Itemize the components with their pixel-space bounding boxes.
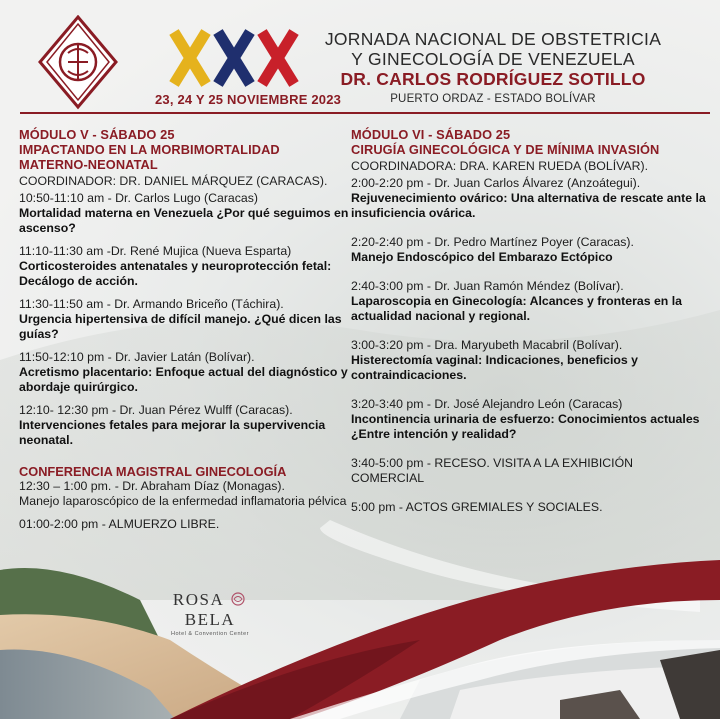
event-title-line1: JORNADA NACIONAL DE OBSTETRICIA <box>324 29 662 49</box>
event-title-line2: Y GINECOLOGÍA DE VENEZUELA <box>351 49 635 69</box>
session-item <box>19 350 349 395</box>
session-speaker: 11:30-11:50 am - Dr. Armando Briceño (Táchira). <box>19 297 284 311</box>
session-topic: Corticosteroides antenatales y neuroprotección fetal: Decálogo de acción. <box>19 259 332 288</box>
session-speaker: 11:10-11:30 am -Dr. René Mujica (Nueva Esparta) <box>19 244 292 258</box>
sponsor-name-right: BELA <box>184 610 236 629</box>
module-v-column <box>19 127 349 532</box>
session-item <box>19 297 349 342</box>
closing-acts-item: 5:00 pm - ACTOS GREMIALES Y SOCIALES. <box>351 500 603 514</box>
module-vi-column <box>351 127 709 515</box>
session-speaker: 3:20-3:40 pm - Dr. José Alejandro León (Caracas) <box>351 397 623 411</box>
session-topic: Intervenciones fetales para mejorar la supervivencia neonatal. <box>19 418 326 447</box>
sponsor-name <box>152 590 268 630</box>
session-topic: Histerectomía vaginal: Indicaciones, beneficios y contraindicaciones. <box>351 353 639 382</box>
session-topic: Incontinencia urinaria de esfuerzo: Conocimientos actuales ¿Entre intención y realidad? <box>351 412 700 441</box>
event-location: PUERTO ORDAZ - ESTADO BOLÍVAR <box>390 93 596 105</box>
society-logo-emblem <box>38 15 118 110</box>
session-topic: Mortalidad materna en Venezuela ¿Por qué seguimos en ascenso? <box>19 206 349 235</box>
module-v-subtitle-1: IMPACTANDO EN LA MORBIMORTALIDAD <box>19 142 280 157</box>
conference-title: CONFERENCIA MAGISTRAL GINECOLOGÍA <box>19 464 287 479</box>
session-speaker: 2:40-3:00 pm - Dr. Juan Ramón Méndez (Bolívar). <box>351 279 624 293</box>
session-item <box>351 235 709 265</box>
session-speaker: 2:20-2:40 pm - Dr. Pedro Martínez Poyer (Caracas). <box>351 235 634 249</box>
module-v-subtitle-2: MATERNO-NEONATAL <box>19 157 158 172</box>
header-divider <box>20 112 710 114</box>
session-speaker: 12:10- 12:30 pm - Dr. Juan Pérez Wulff (Caracas). <box>19 403 293 417</box>
session-item <box>19 244 349 289</box>
sponsor-logo-rosa-bela <box>152 590 268 637</box>
session-topic: Laparoscopia en Ginecología: Alcances y fronteras en la actualidad nacional y regional. <box>351 294 682 323</box>
conference-topic: Manejo laparoscópico de la enfermedad inflamatoria pélvica <box>19 494 347 508</box>
conference-speaker: 12:30 – 1:00 pm. - Dr. Abraham Díaz (Monagas). <box>19 479 285 493</box>
rose-icon <box>229 591 247 607</box>
session-item <box>351 397 709 442</box>
recess-item: 3:40-5:00 pm - RECESO. VISITA A LA EXHIBICIÓN COMERCIAL <box>351 456 634 485</box>
roman-numeral-xxx <box>168 28 300 88</box>
sponsor-name-left: ROSA <box>172 590 224 609</box>
session-item <box>19 191 349 236</box>
module-v-title: MÓDULO V - SÁBADO 25 <box>19 127 175 142</box>
lunch-break: 01:00-2:00 pm - ALMUERZO LIBRE. <box>19 517 220 531</box>
module-vi-coordinator: COORDINADORA: DRA. KAREN RUEDA (BOLÍVAR). <box>351 159 648 173</box>
session-speaker: 2:00-2:20 pm - Dr. Juan Carlos Álvarez (Anzoátegui). <box>351 176 641 190</box>
session-item <box>351 279 709 324</box>
session-item <box>19 403 349 448</box>
session-topic: Acretismo placentario: Enfoque actual del diagnóstico y abordaje quirúrgico. <box>19 365 348 394</box>
sponsor-subtitle: Hotel & Convention Center <box>171 631 249 637</box>
honoree-name: DR. CARLOS RODRÍGUEZ SOTILLO <box>340 69 646 89</box>
session-topic: Rejuvenecimiento ovárico: Una alternativa de rescate ante la insuficiencia ovárica. <box>351 191 706 220</box>
session-item <box>351 338 709 383</box>
session-speaker: 3:00-3:20 pm - Dra. Maryubeth Macabril (Bolívar). <box>351 338 623 352</box>
session-item <box>351 176 709 221</box>
session-topic: Urgencia hipertensiva de difícil manejo. ¿Qué dicen las guías? <box>19 312 342 341</box>
module-v-coordinator: COORDINADOR: DR. DANIEL MÁRQUEZ (CARACAS). <box>19 174 328 188</box>
session-topic: Manejo Endoscópico del Embarazo Ectópico <box>351 250 613 264</box>
module-vi-title: MÓDULO VI - SÁBADO 25 <box>351 127 511 142</box>
session-speaker: 10:50-11:10 am - Dr. Carlos Lugo (Caracas) <box>19 191 258 205</box>
session-speaker: 11:50-12:10 pm - Dr. Javier Latán (Bolívar). <box>19 350 255 364</box>
event-dates: 23, 24 Y 25 NOVIEMBRE 2023 <box>155 92 342 107</box>
module-vi-subtitle: CIRUGÍA GINECOLÓGICA Y DE MÍNIMA INVASIÓN <box>351 142 660 157</box>
event-title <box>318 29 668 69</box>
